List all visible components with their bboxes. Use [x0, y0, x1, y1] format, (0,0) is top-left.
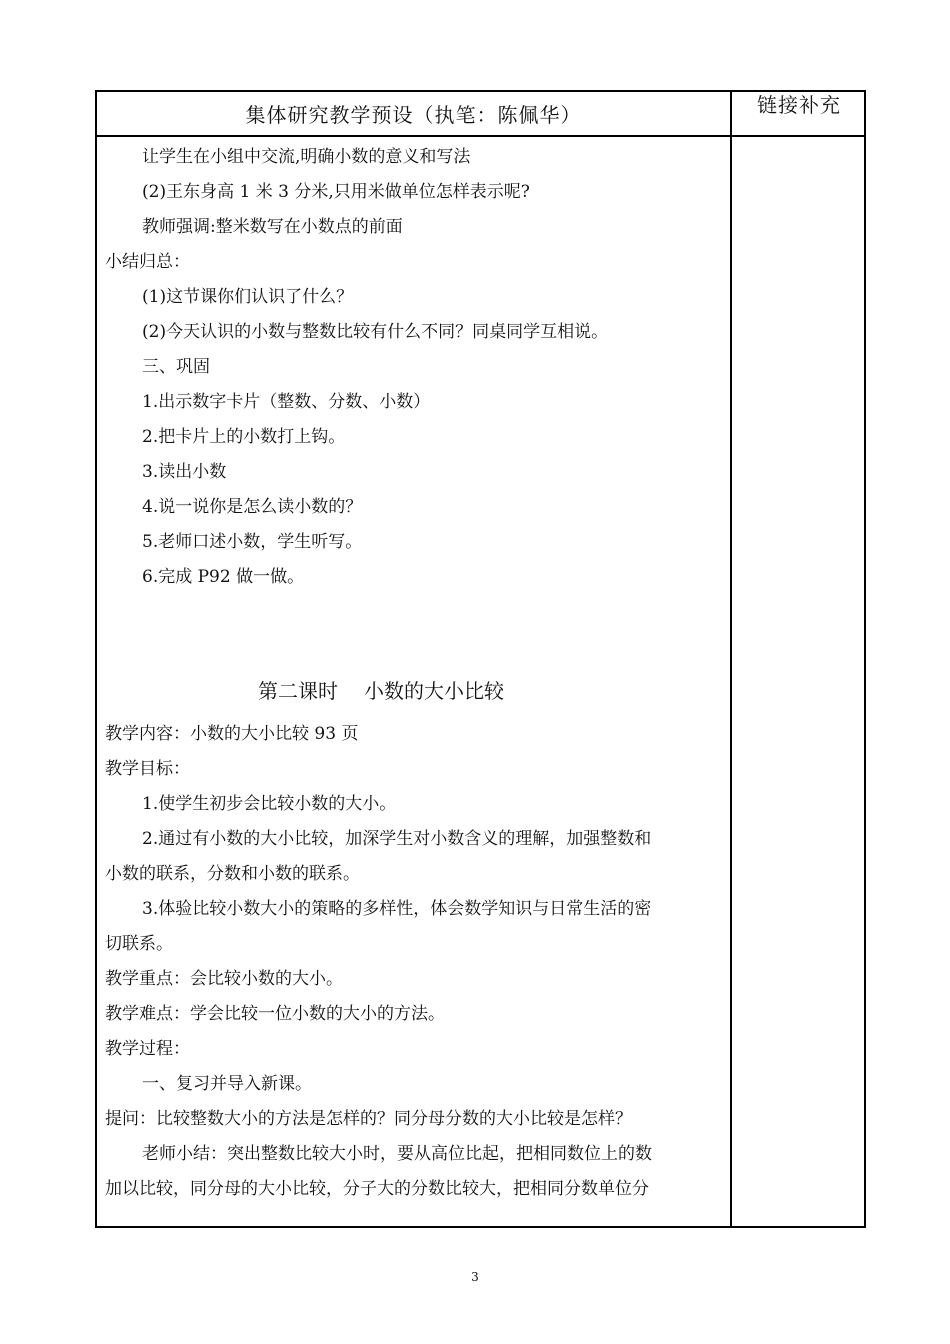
table-header-title: 集体研究教学预设（执笔：陈佩华） [245, 103, 582, 127]
section-title-topic: 小数的大小比较 [364, 679, 504, 703]
text-line: 教学难点：学会比较一位小数的大小的方法。 [105, 1004, 445, 1024]
blank-line [105, 630, 725, 665]
text-line: 小结归总： [105, 252, 190, 272]
table-left-border [95, 90, 97, 1228]
blank-line [105, 595, 725, 630]
page-number: 3 [471, 1270, 479, 1284]
text-line: 4.说一说你是怎么读小数的？ [142, 497, 363, 517]
text-line: 3.体验比较小数大小的策略的多样性，体会数学知识与日常生活的密 [142, 899, 652, 919]
text-line: 教学重点：会比较小数的大小。 [105, 969, 343, 989]
table-side-header: 链接补充 [757, 93, 841, 117]
text-line: 2.把卡片上的小数打上钩。 [142, 427, 346, 447]
lesson-content [105, 140, 725, 1207]
text-line: 教师强调:整米数写在小数点的前面 [142, 217, 403, 237]
table-right-border [864, 90, 866, 1228]
text-line: 小数的联系，分数和小数的联系。 [105, 864, 360, 884]
text-line: (2)今天认识的小数与整数比较有什么不同？同桌同学互相说。 [142, 322, 609, 342]
text-line: 提问：比较整数大小的方法是怎样的？同分母分数的大小比较是怎样？ [105, 1109, 632, 1129]
text-line: 教学内容：小数的大小比较 93 页 [105, 724, 359, 744]
text-line: (1)这节课你们认识了什么？ [142, 287, 354, 307]
section-title [105, 665, 725, 717]
text-line: 5.老师口述小数，学生听写。 [142, 532, 363, 552]
text-line: 三、巩固 [142, 357, 210, 377]
text-line: 6.完成 P92 做一做。 [142, 567, 305, 587]
text-line: 让学生在小组中交流,明确小数的意义和写法 [142, 147, 471, 167]
text-line: 教学过程： [105, 1039, 190, 1059]
table-column-divider [730, 90, 732, 1228]
text-line: 教学目标： [105, 759, 190, 779]
text-line: 加以比较，同分母的大小比较，分子大的分数比较大，把相同分数单位分 [105, 1179, 649, 1199]
text-line: 切联系。 [105, 934, 173, 954]
text-line: 一、复习并导入新课。 [142, 1074, 312, 1094]
text-line: 3.读出小数 [142, 462, 227, 482]
text-line: 老师小结：突出整数比较大小时，要从高位比起，把相同数位上的数 [142, 1144, 652, 1164]
table-bottom-border [95, 1226, 866, 1228]
text-line: 1.出示数字卡片（整数、分数、小数） [142, 392, 431, 412]
section-title-lesson: 第二课时 [258, 679, 338, 703]
text-line: 2.通过有小数的大小比较，加深学生对小数含义的理解，加强整数和 [142, 829, 652, 849]
text-line: (2)王东身高 1 米 3 分米,只用米做单位怎样表示呢? [142, 182, 530, 202]
text-line: 1.使学生初步会比较小数的大小。 [142, 794, 397, 814]
